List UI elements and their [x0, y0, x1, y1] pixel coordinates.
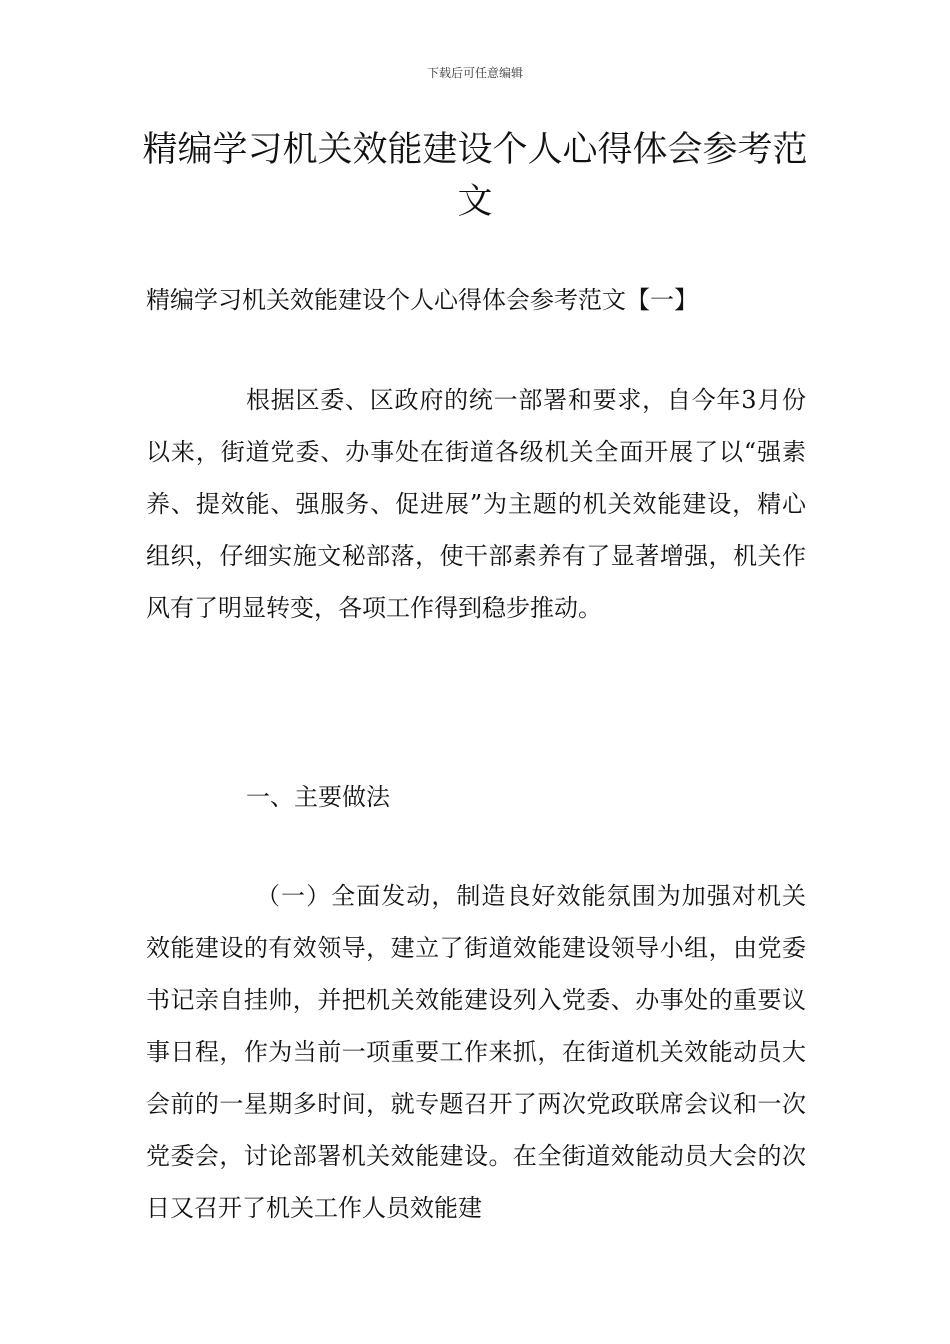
section-heading: 精编学习机关效能建设个人心得体会参考范文【一】 — [146, 286, 698, 314]
subheading-main-practices: 一、主要做法 — [246, 783, 390, 811]
body-paragraph-1: 根据区委、区政府的统一部署和要求，自今年3月份以来，街道党委、办事处在街道各级机关全面开展了以“强素养、提效能、强服务、促进展”为主题的机关效能建设，精心组织，仔细实施文秘部落，使干部素养有了显著增强，机关作风有了明显转变，各项工作得到稳步推动。 — [146, 386, 806, 622]
body-paragraph-2: （一）全面发动，制造良好效能氛围为加强对机关效能建设的有效领导，建立了街道效能建设领导小组，由党委书记亲自挂帅，并把机关效能建设列入党委、办事处的重要议事日程，作为当前一项重要工作来抓，在街道机关效能动员大会前的一星期多时间，就专题召开了两次党政联席会议和一次党委会，讨论部署机关效能建设。在全街道效能动员大会的次日又召开了机关工作人员效能建 — [146, 882, 806, 1222]
header-note: 下载后可任意编辑 — [426, 66, 523, 80]
document-title: 精编学习机关效能建设个人心得体会参考范文 — [142, 130, 808, 222]
